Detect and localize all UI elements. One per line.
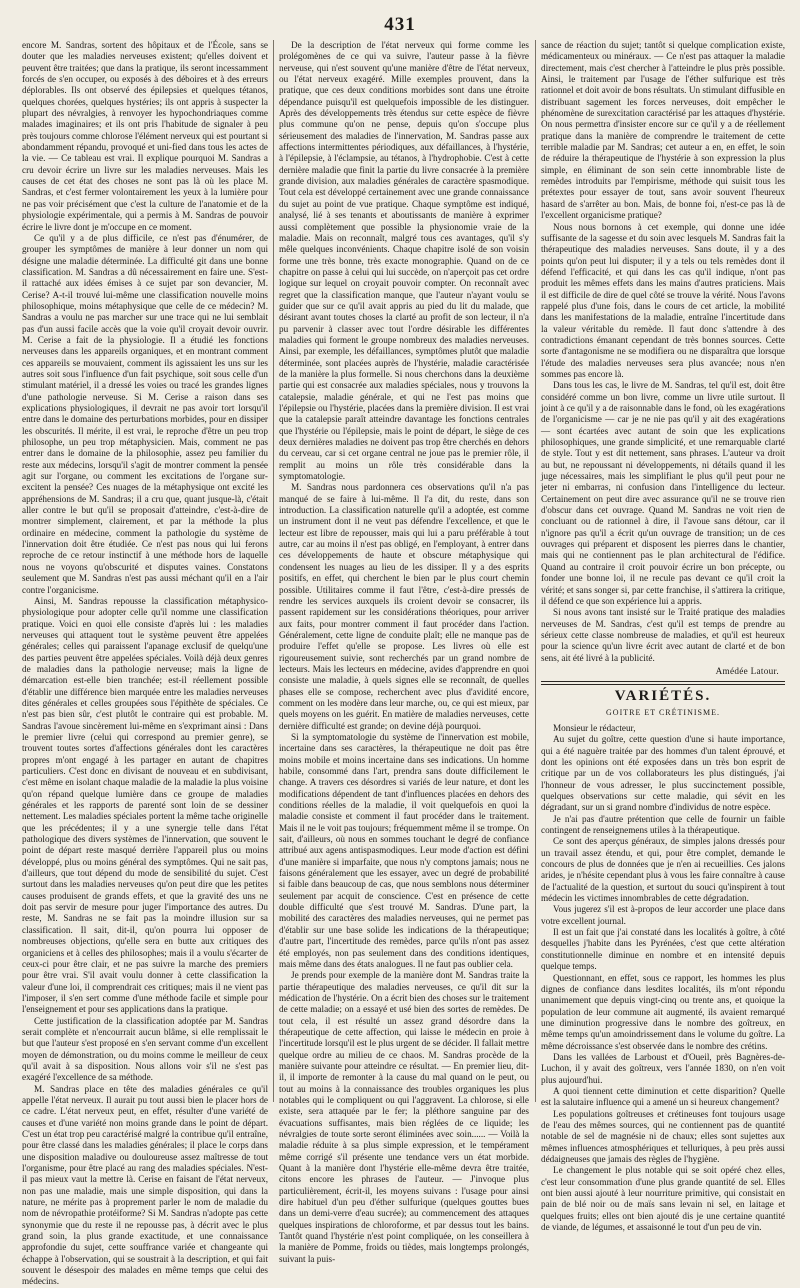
paragraph: Au sujet du goître, cette question d'une si haute importance, qui a été naguère traitée par des hommes d'un talent éprouvé, et dont les opinions ont été exposées dans un très bon esprit de critique par un de vos collaborateurs les plus distingués, j'ai l'honneur de vous adresser, le plus succinctement possible, quelques observations sur cette maladie, qui sévit en les dégradant, sur un si grand nombre d'individus de notre espèce. bbox=[541, 734, 785, 813]
paragraph: A quoi tiennent cette diminution et cette disparition? Quelle est la salutaire influence qui a amené un si heureux changement? bbox=[541, 1085, 785, 1108]
paragraph: Ce sont des aperçus généraux, de simples jalons dressés pour un travail assez étendu, et qui, pour être complet, demande le concours de plus de données que je n'en ai recueillies. Ces jalons arides, je n'hésite cependant plus à vous les faire connaître à cause de l'actualité de la question, et surtout du souci qu'inspirent à tout médecin les victimes innombrables de cette dégradation. bbox=[541, 836, 785, 904]
paragraph: Je n'ai pas d'autre prétention que celle de fournir un faible contingent de renseignemens utiles à la thérapeutique. bbox=[541, 813, 785, 836]
paragraph: Ainsi, M. Sandras repousse la classification métaphysico-physiologique pour adopter celle qu'il nomme une classification pratique. Voici en quoi elle consiste d'après lui : les maladies nerveuses qui attaquent tout le système peuvent être appelées générales; celles qui paraissent l'apanage exclusif de quelqu'une des parties peuvent être appelées spéciales. Voilà déjà deux genres de maladies dans la pathologie nerveuse; mais la ligne de démarcation est-elle bien tranchée; est-il réellement possible d'établir une différence bien marquée entre les maladies nerveuses dites générales et celles groupées sous l'épithète de spéciales. Ce n'est pas bien sûr, c'est plutôt le contraire qui est probable. M. Sandras l'avoue sincèrement lui-même en s'exprimant ainsi : Dans le premier livre (celui qui correspond au premier genre), se trouvent toutes sortes d'affections générales dont les caractères propres m'ont engagé à les partager en autant de chapitres particuliers. C'est donc en divisant de nouveau et en subdivisant, c'est même en isolant chaque maladie de la maladie la plus voisine qu'on répand quelque lumière dans ce groupe de maladies générales et les rapports de parenté sont loin de se dessiner nettement. Les maladies spéciales portent la même tache originelle que les précédentes; il y a une synergie telle dans l'état pathologique des divers systèmes de l'innervation, que souvent le point de départ reste masqué derrière l'appareil plus ou moins développé, plus ou moins général des symptômes. Qui ne sait pas, d'ailleurs, que tout dépend du mode de sensibilité du sujet. C'est surtout dans les maladies nerveuses qu'on peut dire que les petites causes produisent de grands effets, et que la gravité des uns ne doit pas servir de mesure pour juger l'importance des autres. Du reste, M. Sandras ne se fait pas la moindre illusion sur sa classification. Il sait, dit-il, qu'on pourra lui opposer de nombreuses objections, qu'elle sera en butte aux critiques des organiciens et à celles des philosophes; mais il a voulu s'écarter de ceux-ci pour être clair, et ne pas suivre la marche des premiers pour être vrai. S'il avait voulu donner à cette classification la valeur d'une loi, il comprendrait ces critiques; mais il ne vient pas l'imposer, il s'en sert comme d'une méthode facile et simple pour l'enseignement et pour ses applications dans la pratique. bbox=[22, 595, 268, 1015]
paragraph: Dans les vallées de Larboust et d'Oueil, près Bagnères-de-Luchon, il y avait des goîtreux, vers l'année 1830, on n'en voit plus aujourd'hui. bbox=[541, 1051, 785, 1085]
section-title: VARIÉTÉS. bbox=[614, 688, 712, 705]
paragraph: Il est un fait que j'ai constaté dans les localités à goître, à côté desquelles j'habite dans les Pyrénées, c'est que cette altération constitutionnelle diminue en nombre et en intensité depuis quelque temps. bbox=[541, 927, 785, 972]
section-divider-thin bbox=[541, 684, 785, 685]
page-number: 431 bbox=[384, 14, 416, 35]
paragraph: Cette justification de la classification adoptée par M. Sandras serait complète et n'encourrait aucun blâme, si elle remplissait le but que l'auteur s'est proposé en s'en servant comme d'un excellent moyen de démonstration, ou du moins comme le meilleur de ceux qu'il avait à sa disposition. Nous allons voir s'il ne s'est pas exagéré l'excellence de sa méthode. bbox=[22, 1015, 268, 1083]
paragraph: De la description de l'état nerveux qui forme comme les prolégomènes de ce qui va suivre, l'auteur passe à la fièvre nerveuse, qui n'est souvent qu'une manière d'être de l'état nerveux, ou l'état nerveux exagéré. Mille exemples prouvent, dans la pratique, que ces deux conditions morbides sont dans une étroite dépendance puisqu'il est quelquefois impossible de les distinguer. Après des développements très étendus sur cette espèce de fièvre plus commune qu'on ne pense, depuis qu'on s'occupe plus sérieusement des maladies de l'innervation, M. Sandras passe aux affections intermittentes périodiques, aux défaillances, à l'hystérie, à l'épilepsie, à l'éclampsie, au tétanos, à l'hydrophobie. C'est à cette dernière maladie que finit la partie du livre consacrée à la première grande division, aux maladies générales de caractère spasmodique. Tout cela est développé certainement avec une grande connaissance du sujet au point de vue pratique. Chaque symptôme est indiqué, analysé, lié à ses tenants et aboutissants de manière à exprimer aussi complètement que possible la physionomie vraie de la maladie. Mais on reconnaît, malgré tous ces avantages, qu'il s'y mêle quelques inconvénients. Chaque chapitre isolé de son voisin forme une très bonne, très exacte monographie. Quand on de ce chapitre on passe à celui qui lui succède, on n'aperçoit pas cet ordre logique sur lequel on croyait pouvoir compter. On reconnaît avec regret que la classification manque, que l'auteur n'ayant voulu se guider que sur ce qu'il avait appris au pied du lit du malade, que désirant avant toutes choses la clarté au profit de son lecteur, il n'a pu parvenir à classer avec tout l'ordre désirable les différentes maladies qui forment le groupe nombreux des maladies nerveuses. Ainsi, par exemple, les défaillances, symptômes plutôt que maladie déterminée, sont placées auprès de l'hystérie, maladie caractérisée de la manière la plus formelle. Si nous cherchons dans la deuxième partie qui est consacrée aux maladies spéciales, nous y trouvons la catalepsie, maladie générale, et qui ne l'est pas moins que l'épilepsie ou l'hystérie, placées dans la première division. Il est vrai que la catalepsie paraît atteindre davantage les fonctions centrales que l'hystérie ou l'épilepsie, mais le point de départ, le siège de ces deux dernières maladies ne doivent pas trop être cherchés en dehors du cerveau, car si cet organe central ne joue pas le premier rôle, il remplit au moins un rôle très considérable dans la symptomatologie. bbox=[279, 40, 529, 482]
column-2 bbox=[279, 40, 529, 1264]
paragraph: M. Sandras place en tête des maladies générales ce qu'il appelle l'état nerveux. Il aurait pu tout aussi bien le placer hors de ce cadre. L'état nerveux peut, en effet, résulter d'une variété de causes et d'une variété non moins grande dans le point de départ. C'est un état trop peu caractérisé malgré la contribue qu'il entraîne, pour être classé dans les maladies générales; il place le corps dans une disposition maladive ou douloureuse assez maîtresse de tout l'organisme, pour être placé au rang des maladies spéciales. N'est-il pas mieux vaut la mettre là. Cerise en faisant de l'état nerveux, non pas une maladie, mais une simple disposition, qui dans la nature, ne mérite pas à proprement parler le nom de maladie du nom de névropathie protéiforme? Si M. Sandras n'adopte pas cette synonymie que du reste il ne repousse pas, à décrit avec le plus grand soin, la plus grande exactitude, et une connaissance approfondie du sujet, cette souffrance variée et changeante qui échappe à l'observation, qui se soustrait à la description, et qui fait souvent le désespoir des malades en même temps que celui des médecins. bbox=[22, 1083, 268, 1287]
paragraph: Questionnant, en effet, sous ce rapport, les hommes les plus dignes de confiance dans lesdites localités, ils m'ont répondu unanimement que depuis vingt-cinq ou trente ans, et quoique la population de leur commune ait augmenté, ils avaient remarqué une diminution progressive dans le nombre des goîtreux, en même temps qu'un amoindrissement dans le volume du goître. La même décroissance s'est observée dans le nombre des crétins. bbox=[541, 972, 785, 1051]
salutation: Monsieur le rédacteur, bbox=[553, 722, 636, 733]
paragraph: Dans tous les cas, le livre de M. Sandras, tel qu'il est, doit être considéré comme un bon livre, comme un livre utile surtout. Il joint à ce qu'il y a de raisonnable dans le fond, où les exagérations de l'organicisme — car je ne nie pas qu'il y ait des exagérations — sont écartées avec autant de soin que les explications philosophiques, une grande simplicité, et une remarquable clarté de style. Tout y est dit nettement, sans phrases. L'auteur va droit au but, ne repoussant ni développements, ni détails quand il les juge nécessaires, mais les simplifiant le plus qu'il peut pour ne jeter ni embarras, ni confusion dans l'intelligence du lecteur. Certainement on peut dire avec assurance qu'il ne se trouve rien d'obscur dans cet ouvrage. Quand M. Sandras ne voit rien de concluant ou de rationnel à dire, il l'avoue sans détour, car il n'ignore pas qu'il a écrit qu'un ouvrage de transition; un de ces ouvrages qui préparent et disposent les pierres dans le chantier, mais qui ne contiennent pas le plan architectural de l'édifice. Quand au contraire il croit pouvoir écrire un bon précepte, ou fonder une bonne loi, il ne recule pas devant ce qu'il croit la vérité; et sans songer si, par cette franchise, il s'attirera la critique, il défend ce que son expérience lui a appris. bbox=[541, 380, 785, 606]
paragraph: Le changement le plus notable qui se soit opéré chez elles, c'est leur consommation d'une plus grande quantité de sel. Elles ont bien aussi ajouté à leur nourriture primitive, qui consistait en pain de blé noir ou de maïs sans levain ni sel, en laitage et quelques fruits; elles ont bien ajouté dis je une certaine quantité de viande, de légumes, et assaisonné le tout d'un peu de vin. bbox=[541, 1165, 785, 1233]
paragraph: Nous nous bornons à cet exemple, qui donne une idée suffisante de la sagesse et du soin avec lesquels M. Sandras fait la thérapeutique des maladies nerveuses. Sans doute, il y a des points qu'on peut lui disputer; il y a tels ou tels remèdes dont il défend l'efficacité, et qui dans les cas qu'il indique, n'ont pas produit les mêmes effets dans les mains d'autres praticiens. Mais il est difficile de dire de quel côté se trouve la vérité. Nous l'avons rappelé plus d'une fois, dans le cours de cet article, la mobilité dans les manifestations de la maladie, entraîne l'incertitude dans la valeur véritable du remède. Il faut donc s'attendre à des contradictions émanant cependant de très bonnes sources. Cette sorte d'antagonisme ne se modifiera ou ne disparaîtra que lorsque l'étude des maladies nerveuses sera plus avancée; nous n'en sommes pas encore là. bbox=[541, 221, 785, 379]
paragraph: Ce qu'il y a de plus difficile, ce n'est pas d'énumérer, de grouper les symptômes de manière à leur donner un nom qui désigne une maladie déterminée. La difficulté git dans une bonne classification. M. Sandras a dû nécessairement en faire une. S'est-il rattaché aux idées émises à ce sujet par son devancier, M. Cerise? A-t-il trouvé lui-même une classification nouvelle moins philosophique, moins métaphysique que celle de ce médecin? M. Sandras a voulu ne pas marcher sur une trace qui ne lui semblait pas d'un aussi facile accès que la voie qu'il croyait devoir ouvrir. M. Cerise a fait de la physiologie. Il a étudié les fonctions nerveuses dans les appareils organiques, et en montrant comment ces appareils se mouvaient, comment ils agissaient les uns sur les autres soit sous l'influence d'un fait psychique, soit sous celle d'un stimulant matériel, il a dressé les voies ou tracé les grandes lignes d'une pathologie nerveuse. Si M. Cerise a raison dans ses explications physiologiques, il devrait ne pas avoir tort lorsqu'il entre dans le domaine des perturbations morbides, pour en dissiper les obscurités. Il mérite, il est vrai, le reproche d'être un peu trop philosophe, un peu trop métaphysicien. Mais, comment ne pas entrer dans le domaine de la philosophie, assez peu familier du reste aux médecins, lorsqu'il s'agit de montrer comment la pensée agit sur l'organe, ou comment les excitations de l'organe sur-excitent la pensée? Ces nuages de la métaphysique ont excité les appréhensions de M. Sandras; il a cru que, quant jusque-là, c'était aller contre le but qu'il se proposait d'atteindre, c'est-à-dire de montrer simplement, clairement, et par la méthode la plus ordinaire en médecine, comment la pathologie du système de l'innervation doit être étudiée. Ce n'est pas nous qui lui ferons reproche de ce retour instinctif à une méthode hors de laquelle nous ne voyons qu'obscurité et disputes vaines. Constatons seulement que M. Sandras n'est pas aussi méchant qu'il en a l'air contre l'organicisme. bbox=[22, 232, 268, 595]
paragraph: Si la symptomatologie du système de l'innervation est mobile, incertaine dans ses caractères, la thérapeutique ne doit pas être moins mobile et moins incertaine dans ses indications. Un homme habile, consommé dans l'art, prendra sans doute difficilement le change. A travers ces désordres si variés de leur nature, et dont les modifications dépendent de tant d'influences placées en dehors des conditions réelles de la maladie, il voit quelquefois en quoi la maladie consiste et comment il faut procéder dans le traitement. Mais il ne le voit pas toujours; fréquemment même il se trompe. On sait, d'ailleurs, où nous en sommes touchant le degré de confiance attribué aux agens antispasmodiques. Leur mode d'action est défini d'une manière si imparfaite, que nous n'y comptons jamais; nous ne faisons généralement que les essayer, avec un degré de probabilité si faible dans beaucoup de cas, que nous semblons nous déterminer seulement par acquit de conscience. C'est en présence de cette double difficulté que s'est trouvé M. Sandras. D'une part, la mobilité des caractères des maladies nerveuses, qui ne permet pas d'établir sur une base solide les indications de la thérapeutique; d'autre part, l'incertitude des remèdes, parce qu'ils n'ont pas assez été employés, non pas seulement dans des conditions identiques, mais même dans des états analogues. Il ne faut pas oublier cela. bbox=[279, 731, 529, 969]
column-1 bbox=[22, 40, 268, 1287]
column-rule-left bbox=[273, 40, 274, 1102]
article-subtitle: GOITRE ET CRÉTINISME. bbox=[606, 707, 720, 717]
paragraph: Je prends pour exemple de la manière dont M. Sandras traite la partie thérapeutique des maladies nerveuses, ce qu'il dit sur la médication de l'hystérie. On a écrit bien des choses sur le traitement de cette maladie; on a essayé et usé bien des sortes de remèdes. De tout cela, il est résulté un assez grand désordre dans la thérapeutique de cette affection, qui laisse le médecin en proie à l'incertitude lorsqu'il est le plus urgent de se décider. Il fallait mettre quelque ordre au milieu de ce chaos. M. Sandras procède de la manière suivante pour atteindre ce résultat. — En premier lieu, dit-il, il importe de remonter à la cause du mal quand on le peut, ou tout au moins à la connaissance des troubles organiques les plus notables qui le compliquent ou qui l'aggravent. La chlorose, si elle existe, sera attaquée par le fer; la pléthore sanguine par des évacuations suffisantes, mais bien réglées de ce liquide; les névralgies de toute sorte seront éliminées avec soin...... — Voilà la maladie réduite à sa plus simple expression, et le tempérament même corrigé s'il présente une tendance vers un état morbide. Quant à la manière dont l'hystérie elle-même devra être traitée, citons encore les phrases de l'auteur. — J'invoque plus particulièrement, écrit-il, les moyens suivans : l'usage pour ainsi dire habituel d'un peu d'éther sulfurique (quelques gouttes bues dans un demi-verre d'eau sucrée); au commencement des attaques quelques inspirations de chloroforme, et par dessus tout les bains. Tantôt quand l'hystérie n'est point compliquée, on les conseillera à la manière de Pomme, froids ou tièdes, mais longtemps prolongés, suivant la puis- bbox=[279, 970, 529, 1264]
paragraph: Si nous avons tant insisté sur le Traité pratique des maladies nerveuses de M. Sandras, c'est qu'il est temps de prendre au sérieux cette classe nombreuse de maladies, et qu'il est heureux pour la science qu'un livre écrit avec autant de clarté et de bon sens, ait été livré à la publicité. bbox=[541, 607, 785, 663]
column-rule-right bbox=[535, 40, 536, 1102]
paragraph: M. Sandras nous pardonnera ces observations qu'il n'a pas manqué de se faire à lui-même. Il l'a dit, du reste, dans son introduction. La classification naturelle qu'il a adoptée, est comme un instrument dont il ne veut pas défendre l'excellence, et que le lecteur est libre de repousser, mais qui lui a paru préférable à tout autre, car au moins il n'est pas obligé, en l'employant, à entrer dans ces développements de haute et obscure métaphysique qui condensent les nuages au lieu de les dissiper. Il y a des esprits positifs, en effet, qui cherchent le bien par le plus court chemin possible. Utilitaires comme il faut l'être, c'est-à-dire pressés de rendre les services auxquels ils croient devoir se consacrer, ils passent rapidement sur les considérations théoriques, pour arriver aux faits, pour montrer comment il faut procéder dans l'action. Généralement, cette ligne de conduite plaît; elle ne manque pas de produire l'effet qu'elle se propose. Les livres où elle est rigoureusement suivie, sont recherchés par un grand nombre de lecteurs. Mais les lecteurs en médecine, avides d'apprendre en quoi consiste une maladie, à quels signes elle se reconnaît, de quelles phases elle se compose, recherchent avec plus d'avidité encore, comment on les modère dans leur marche, ou, ce qui est mieux, par quels moyens on les guérit. En matière de maladies nerveuses, cette dernière difficulté est grande; on devine déjà pourquoi. bbox=[279, 482, 529, 731]
paragraph: sance de réaction du sujet; tantôt si quelque complication existe, médicamenteux ou minéraux. — Ce n'est pas attaquer la maladie directement, mais c'est chercher à l'atteindre le plus près possible. Ainsi, le traitement par l'usage de l'éther sulfurique est très rationnel et doit avoir de bons résultats. Un stimulant diffusible en distribuant sagement les forces nerveuses, doit empêcher le phénomène de surexcitation caractérisé par les attaques d'hystérie. On nous permettra d'insister encore sur ce qu'il y a de réellement pratique dans la manière de comprendre le traitement de cette terrible maladie par M. Sandras; cet auteur a en, en effet, le soin de réduire la thérapeutique de l'hystérie à son expression la plus simple, en éliminant de son sein cette innombrable liste de remèdes introduits par l'empirisme, méthode qui suisit tous les prétextes pour essayer de tout, sans avoir souvent l'heureux hasard de s'arrêter au bon. Mais, de bonne foi, n'est-ce pas là de l'excellent organicisme pratique? bbox=[541, 40, 785, 221]
paragraph: encore M. Sandras, sortent des hôpitaux et de l'École, sans se douter que les maladies nerveuses existent; qu'elles doivent et peuvent être traitées; que dans la pratique, ils seront incessamment forcés de s'en occuper, ou exposés à des déboires et à des erreurs déplorables. Ils ont observé des épilepsies et quelques tétanos, quelques chorées, quelques hystéries; ils ont appris à suspecter la plupart des névralgies, à renvoyer les hypochondriaques comme malades imaginaires; et ils ont pris l'habitude de signaler à peu près toujours comme chlorose l'élément nerveux qui est pourtant si abondamment répandu, provoqué et uni-fied dans tous les actes de la vie. — Ce tableau est vrai. Il explique pourquoi M. Sandras a cru devoir écrire un livre sur les maladies nerveuses. Mais les causes de cet état des choses ne sont pas là où les place M. Sandras, et c'est fermer volontairement les yeux à la lumière pour ne pas voir précisément que c'est la culture de l'anatomie et de la physiologie expérimentale, qui a permis à M. Sandras de pouvoir écrire le livre dont je m'occupe en ce moment. bbox=[22, 40, 268, 232]
paragraph: Vous jugerez s'il est à-propos de leur accorder une place dans votre excellent journal. bbox=[541, 904, 785, 926]
section-divider bbox=[541, 681, 785, 682]
paragraph: Les populations goîtreuses et crétineuses font toujours usage de l'eau des mêmes sources, qui ne contiennent pas de quantité notable de sel de magnésie ni de chaux; elles sont sujettes aux mêmes influences atmosphériques et telluriques, à peu près aussi dédaigneuses que jamais des règles de l'hygiène. bbox=[541, 1108, 785, 1164]
column-3 bbox=[541, 40, 785, 1233]
article-signature: Amédée Latour. bbox=[715, 665, 779, 676]
